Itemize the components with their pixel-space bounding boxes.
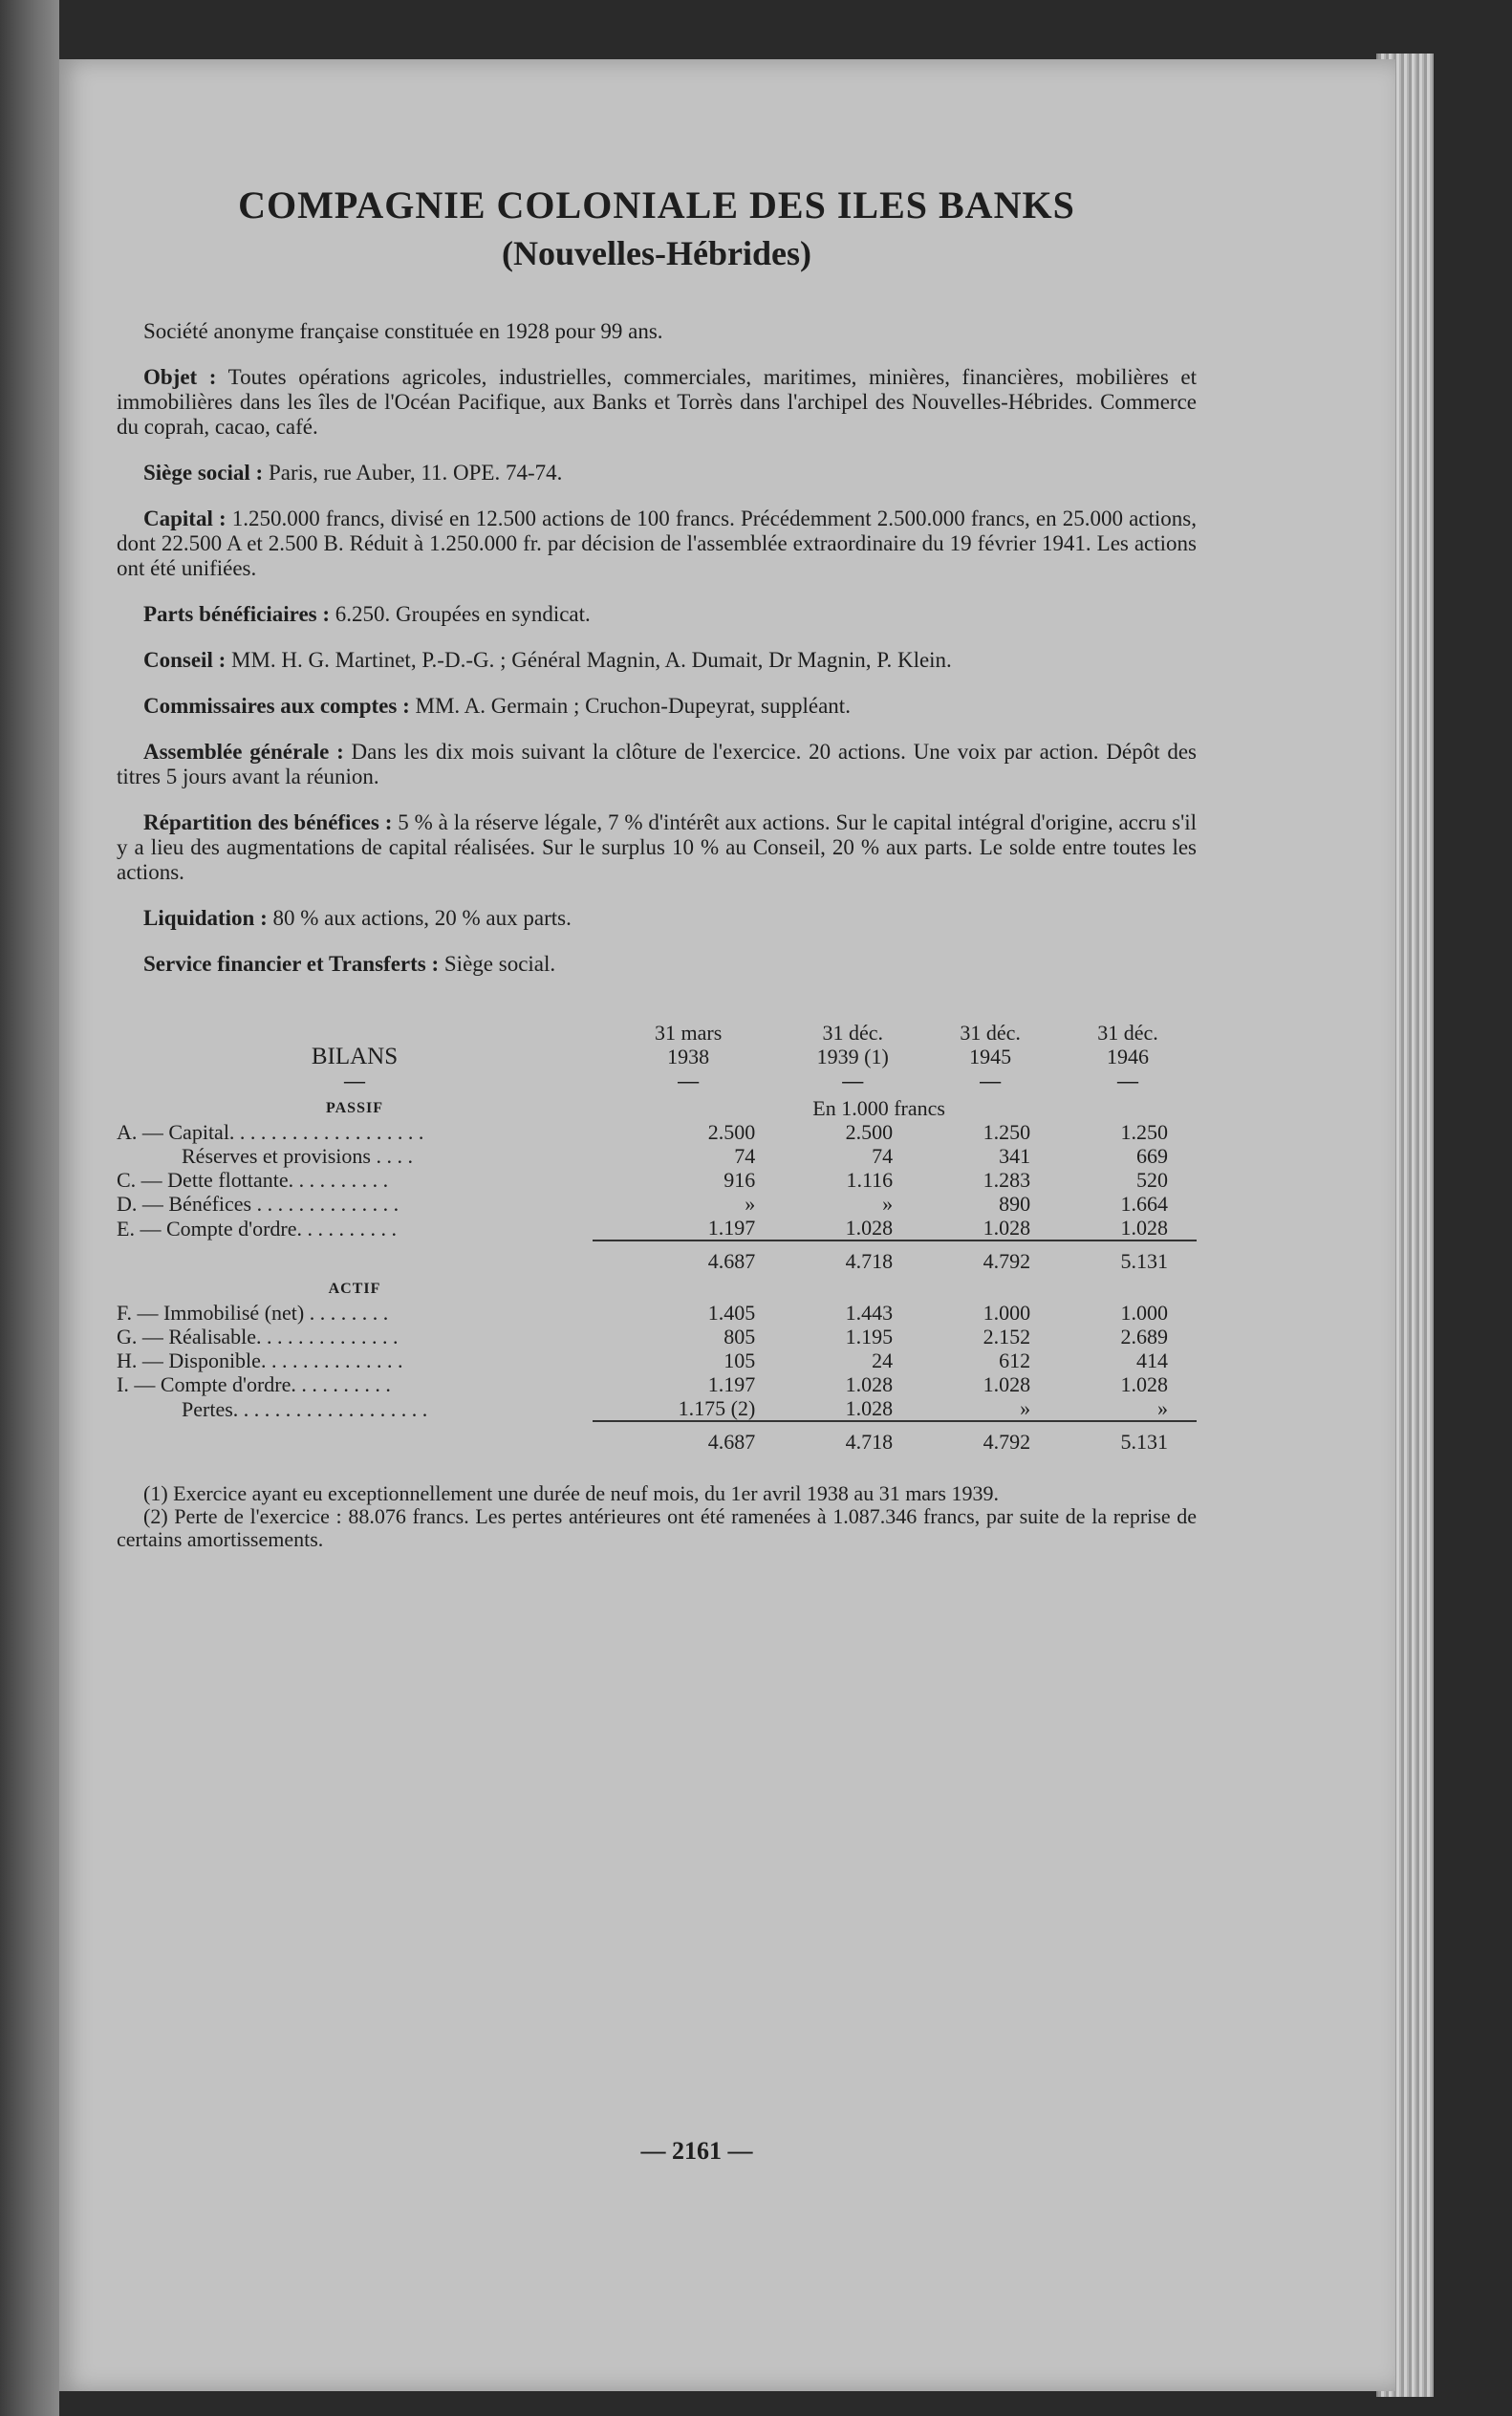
table-row: Pertes. . . . . . . . . . . . . . . . . . . 1.175 (2) 1.028 » » — [182, 1396, 1168, 1421]
repartition-label: Répartition des bénéfices : — [143, 810, 393, 834]
footnote-1: (1) Exercice ayant eu exceptionnellement une durée de neuf mois, du 1er avril 1938 au 31 mars 1939. — [143, 1481, 999, 1505]
conseil-label: Conseil : — [143, 648, 227, 672]
passif-total: 5.131 — [1059, 1240, 1197, 1273]
col-header-1-line2: 1938 — [667, 1045, 710, 1068]
actif-total: 4.718 — [784, 1421, 921, 1454]
table-row: F. — Immobilisé (net) . . . . . . . . 1.405 1.443 1.000 1.000 — [117, 1301, 1168, 1325]
table-row: I. — Compte d'ordre. . . . . . . . . . 1.197 1.028 1.028 1.028 — [117, 1372, 1168, 1396]
commissaires-paragraph — [117, 694, 1197, 719]
document-subtitle: (Nouvelles-Hébrides) — [502, 234, 811, 272]
title-dash: — — [344, 1068, 365, 1092]
capital-label: Capital : — [143, 507, 227, 530]
liquidation-label: Liquidation : — [143, 906, 268, 930]
document-title: COMPAGNIE COLONIALE DES ILES BANKS — [238, 183, 1075, 226]
bilans-title: BILANS — [311, 1045, 399, 1068]
assemblee-text: Dans les dix mois suivant la clôture de l'exercice. 20 actions. Une voix par action. Dépôt des titres 5 jours avant la réunion. — [117, 740, 1197, 788]
passif-heading-row — [117, 1092, 1197, 1120]
siege-paragraph — [117, 461, 1197, 485]
col-header-2-line1: 31 déc. — [822, 1021, 883, 1045]
passif-total: 4.687 — [593, 1240, 784, 1273]
actif-total: 4.687 — [593, 1421, 784, 1454]
actif-total-row — [117, 1421, 1197, 1454]
actif-total: 5.131 — [1059, 1421, 1197, 1454]
unit-label: En 1.000 francs — [812, 1096, 945, 1120]
repartition-paragraph — [117, 810, 1197, 885]
col-header-1-line1: 31 mars — [655, 1021, 723, 1045]
assemblee-paragraph — [117, 740, 1197, 789]
actif-heading-row — [117, 1273, 1197, 1301]
footnote-2: (2) Perte de l'exercice : 88.076 francs. Les pertes antérieures ont été ramenées à 1.087.346 francs, par suite de la reprise de certains amortissements. — [117, 1504, 1197, 1551]
assemblee-label: Assemblée générale : — [143, 740, 344, 764]
liquidation-paragraph — [117, 906, 1197, 931]
col-header-3-line1: 31 déc. — [960, 1021, 1021, 1045]
table-row: D. — Bénéfices . . . . . . . . . . . . . . » » 890 1.664 — [117, 1192, 1168, 1216]
document-content — [117, 182, 1197, 1551]
table-row: E. — Compte d'ordre. . . . . . . . . . 1.197 1.028 1.028 1.028 — [117, 1216, 1168, 1240]
intro-paragraph: Société anonyme française constituée en 1928 pour 99 ans. — [143, 319, 663, 343]
service-text: Siège social. — [443, 952, 556, 976]
commissaires-text: MM. A. Germain ; Cruchon-Dupeyrat, suppléant. — [415, 694, 851, 718]
col-header-2-line2: 1939 (1) — [816, 1045, 889, 1068]
parts-label: Parts bénéficiaires : — [143, 602, 331, 626]
table-row: H. — Disponible. . . . . . . . . . . . . . 105 24 612 414 — [117, 1348, 1168, 1372]
passif-total: 4.718 — [784, 1240, 921, 1273]
commissaires-label: Commissaires aux comptes : — [143, 694, 410, 718]
bilans-dash-row — [117, 1068, 1197, 1092]
footnotes — [117, 1482, 1197, 1551]
liquidation-text: 80 % aux actions, 20 % aux parts. — [272, 906, 572, 930]
bilans-header-row-2 — [117, 1045, 1197, 1068]
table-row: A. — Capital. . . . . . . . . . . . . . . . . . . 2.500 2.500 1.250 1.250 — [117, 1120, 1168, 1144]
conseil-text: MM. H. G. Martinet, P.-D.-G. ; Général Magnin, A. Dumait, Dr Magnin, P. Klein. — [231, 648, 952, 672]
actif-total: 4.792 — [921, 1421, 1059, 1454]
capital-paragraph — [117, 507, 1197, 581]
parts-text: 6.250. Groupées en syndicat. — [335, 602, 591, 626]
table-row: C. — Dette flottante. . . . . . . . . . 916 1.116 1.283 520 — [117, 1168, 1168, 1192]
table-row: Réserves et provisions . . . . 74 74 341 669 — [182, 1144, 1168, 1168]
objet-label: Objet : — [143, 365, 217, 389]
table-row: G. — Réalisable. . . . . . . . . . . . . . 805 1.195 2.152 2.689 — [117, 1325, 1168, 1348]
siege-text: Paris, rue Auber, 11. OPE. 74-74. — [268, 461, 563, 485]
conseil-paragraph — [117, 648, 1197, 673]
bilans-table — [117, 1021, 1197, 1454]
service-paragraph — [117, 952, 1197, 977]
parts-paragraph — [117, 602, 1197, 627]
col-header-3-line2: 1945 — [969, 1045, 1012, 1068]
facing-page-edge — [0, 0, 59, 2416]
bilans-header-row-1 — [117, 1021, 1197, 1045]
passif-total-row — [117, 1240, 1197, 1273]
passif-label: PASSIF — [326, 1100, 383, 1116]
siege-label: Siège social : — [143, 461, 264, 485]
col-dash-1: — — [678, 1068, 700, 1092]
actif-label: ACTIF — [328, 1281, 381, 1297]
col-dash-2: — — [842, 1068, 864, 1092]
page-number: — 2161 — — [640, 2137, 753, 2165]
col-dash-4: — — [1117, 1068, 1139, 1092]
capital-text: 1.250.000 francs, divisé en 12.500 actions de 100 francs. Précédemment 2.500.000 francs, en 25.000 actions, dont 22.500 A et 2.500 B. Réduit à 1.250.000 fr. par décision de l'assemblée extraordinaire du 19 février 1941. Les actions ont été unifiées. — [117, 507, 1198, 580]
objet-text: Toutes opérations agricoles, industrielles, commerciales, maritimes, minières, financières, mobilières et immobilières dans les îles de l'Océan Pacifique, aux Banks et Torrès dans l'archipel des Nouvelles-Hébrides. Commerce du coprah, cacao, café. — [117, 365, 1198, 439]
col-header-4-line1: 31 déc. — [1097, 1021, 1158, 1045]
col-dash-3: — — [980, 1068, 1002, 1092]
repartition-text: 5 % à la réserve légale, 7 % d'intérêt aux actions. Sur le capital intégral d'origine, accru s'il y a lieu des augmentations de capital réalisées. Sur le surplus 10 % au Conseil, 20 % aux parts. Le solde entre toutes les actions. — [117, 810, 1197, 884]
passif-total: 4.792 — [921, 1240, 1059, 1273]
service-label: Service financier et Transferts : — [143, 952, 440, 976]
col-header-4-line2: 1946 — [1107, 1045, 1150, 1068]
objet-paragraph — [117, 365, 1197, 440]
